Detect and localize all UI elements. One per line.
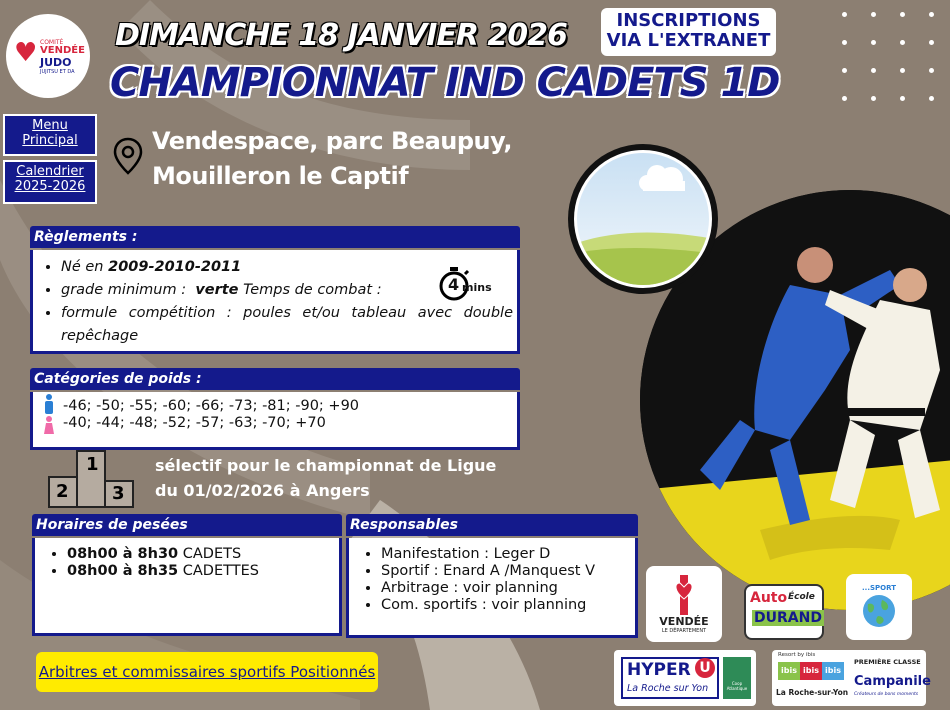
grade-label: grade minimum : — [61, 282, 191, 298]
logo-line-judo: JUDO — [40, 56, 72, 69]
podium-1: 1 — [86, 454, 99, 475]
reglements-title: Règlements : — [30, 226, 520, 248]
inscriptions-label-1: INSCRIPTIONS — [616, 10, 761, 31]
timer-icon — [438, 266, 498, 302]
responsables-box — [346, 538, 638, 638]
reglements-box — [30, 250, 520, 354]
menu-principal-button[interactable] — [3, 114, 97, 156]
vendee-label: VENDÉE — [659, 614, 709, 628]
sky-image — [568, 144, 718, 294]
sport-label: ...SPORT — [862, 584, 896, 592]
ibis-red: ibis — [800, 662, 822, 680]
calendrier-label-1: Calendrier — [16, 164, 84, 179]
reglement-formule: • formule compétition : poules et/ou tableau avec double repêchage — [61, 302, 513, 348]
horaire-cadets — [67, 546, 339, 563]
male-categories: -46; -50; -55; -60; -66; -73; -81; -90; +90 — [63, 398, 360, 414]
globe-icon — [860, 592, 898, 630]
horaire-cadettes-time: 08h00 à 8h35 — [67, 563, 179, 579]
responsables-title: Responsables — [346, 514, 638, 536]
calendrier-label-2: 2025-2026 — [14, 179, 86, 194]
hyper-city: La Roche sur Yon — [627, 683, 709, 694]
responsable-arbitrage: • Arbitrage : voir planning — [381, 580, 635, 597]
ecole-auto: Auto — [750, 590, 788, 606]
ibis-campanile-logo[interactable] — [772, 650, 931, 706]
logo-line-vendee: VENDÉE — [40, 45, 85, 56]
ibis-top: Resort by ibis — [778, 652, 816, 658]
campanile-sub: Créateurs de bons moments — [854, 692, 919, 697]
ibis-budget: ibis — [822, 662, 844, 680]
hyper-coop: Coop Atlantique — [726, 681, 748, 691]
logo-line-comite: COMITÉ — [40, 39, 64, 46]
combat-label: Temps de combat : — [238, 282, 382, 298]
sport-logo[interactable] — [846, 574, 912, 640]
podium-3: 3 — [112, 483, 125, 504]
logo-line-jujitsu: JUJITSU ET DA — [40, 69, 75, 75]
categories-title: Catégories de poids : — [30, 368, 520, 390]
hyper-label: HYPER — [627, 660, 691, 680]
calendrier-button[interactable] — [3, 160, 97, 204]
born-label: Né en — [61, 259, 109, 275]
horaire-cadets-time: 08h00 à 8h30 — [67, 546, 179, 562]
menu-principal-label-2: Principal — [22, 133, 78, 148]
event-date: DIMANCHE 18 JANVIER 2026 — [115, 18, 567, 53]
venue-line-1: Vendespace, parc Beaupuy, — [152, 127, 513, 155]
responsable-manifestation: • Manifestation : Leger D — [381, 546, 635, 563]
responsable-com-sportifs: • Com. sportifs : voir planning — [381, 597, 635, 614]
horaires-title: Horaires de pesées — [32, 514, 342, 536]
campanile-label: Campanile — [854, 674, 931, 689]
hyper-u-badge: U — [695, 658, 715, 678]
timer-value: 4 — [448, 275, 460, 294]
premiere-classe: PREMIÈRE CLASSE — [854, 658, 921, 666]
responsable-sportif: • Sportif : Enard A /Manquest V — [381, 563, 635, 580]
horaires-box — [32, 538, 342, 636]
heart-icon: ♥ — [14, 38, 38, 68]
grade-value: verte — [195, 282, 239, 298]
horaire-cadettes — [67, 563, 339, 580]
selectif-line-1: sélectif pour le championnat de Ligue — [155, 456, 497, 475]
menu-principal-label-1: Menu — [32, 118, 68, 133]
hyper-u-logo[interactable] — [614, 650, 756, 706]
gender-icon — [41, 394, 57, 438]
vendee-departement-logo[interactable] — [646, 566, 722, 642]
horaire-cadettes-label: CADETTES — [178, 563, 259, 579]
inscriptions-label-2: VIA L'EXTRANET — [606, 30, 771, 51]
ecole-ecole: École — [788, 592, 815, 602]
born-years: 2009-2010-2011 — [108, 259, 242, 275]
ibis-styles: ibis — [778, 662, 800, 680]
horaire-cadets-label: CADETS — [178, 546, 242, 562]
event-title: CHAMPIONNAT IND CADETS 1D — [110, 60, 780, 106]
vendee-heart-icon — [669, 575, 699, 615]
categories-box — [30, 392, 520, 450]
vendee-sub-label: LE DÉPARTEMENT — [661, 627, 707, 634]
podium-2: 2 — [56, 481, 69, 502]
timer-unit: mins — [462, 281, 492, 294]
location-pin-icon — [113, 137, 143, 175]
ecole-durand: DURAND — [754, 610, 822, 626]
selectif-line-2: du 01/02/2026 à Angers — [155, 481, 370, 500]
venue-line-2: Mouilleron le Captif — [152, 162, 409, 190]
comite-vendee-judo-logo[interactable] — [6, 14, 90, 98]
ibis-city: La Roche-sur-Yon — [776, 688, 849, 697]
auto-ecole-durand-logo[interactable] — [744, 584, 824, 640]
inscriptions-button[interactable] — [601, 8, 776, 56]
podium-icon — [46, 450, 136, 510]
arbitres-commissaires-button[interactable]: Arbitres et commissaires sportifs Positionnés — [36, 652, 378, 692]
female-categories: -40; -44; -48; -52; -57; -63; -70; +70 — [63, 415, 326, 431]
